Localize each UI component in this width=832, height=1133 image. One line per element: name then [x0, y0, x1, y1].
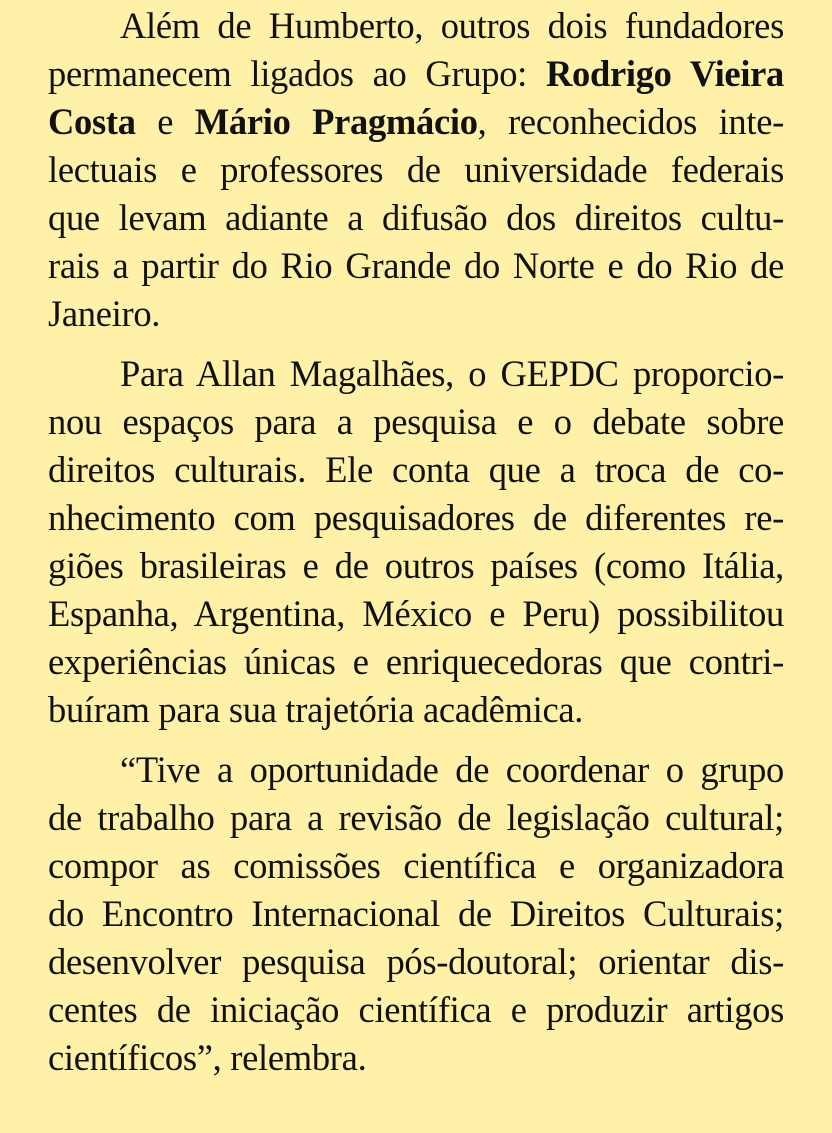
text-span: permanecem ligados ao Grupo:: [48, 53, 546, 94]
text-line: do Encontro Internacional de Direitos Culturais;: [48, 893, 784, 934]
text-line: Janeiro.: [48, 293, 161, 334]
text-line: Além de Humberto, outros dois fundadores: [120, 5, 784, 46]
text-line: buíram para sua trajetória acadêmica.: [48, 689, 584, 730]
text-line: científicos”, relembra.: [48, 1037, 367, 1078]
text-line: nhecimento com pesquisadores de diferentes re-: [48, 497, 784, 538]
paragraph-allan-magalhaes: [48, 350, 784, 734]
text-line: experiências únicas e enriquecedoras que contri-: [48, 641, 784, 682]
name-rodrigo: Rodrigo Vieira: [545, 53, 785, 94]
name-mario-pragmacio: Mário Pragmácio: [194, 101, 478, 142]
text-line: lectuais e professores de universidade federais: [48, 149, 784, 190]
text-line: nou espaços para a pesquisa e o debate sobre: [48, 401, 784, 442]
text-span: e: [135, 101, 195, 142]
text-line: centes de iniciação científica e produzir artigos: [48, 989, 784, 1030]
paragraph-quote: [48, 746, 784, 1082]
text-line: desenvolver pesquisa pós-doutoral; orientar dis-: [48, 941, 784, 982]
text-line: que levam adiante a difusão dos direitos cultu-: [48, 197, 784, 238]
text-line: direitos culturais. Ele conta que a troca de co-: [48, 449, 784, 490]
text-line: rais a partir do Rio Grande do Norte e do Rio de: [48, 245, 784, 286]
text-line: compor as comissões científica e organizadora: [48, 845, 784, 886]
text-line: “Tive a oportunidade de coordenar o grupo: [120, 749, 784, 790]
text-span: , reconhecidos inte-: [477, 101, 784, 142]
text-line: Espanha, Argentina, México e Peru) possibilitou: [48, 593, 784, 634]
text-line: Para Allan Magalhães, o GEPDC proporcio-: [120, 353, 784, 394]
text-line: de trabalho para a revisão de legislação cultural;: [48, 797, 784, 838]
text-line: giões brasileiras e de outros países (como Itália,: [48, 545, 784, 586]
text-line: [48, 98, 784, 146]
name-costa: Costa: [48, 101, 136, 142]
text-line: [48, 50, 784, 98]
paragraph-founders: [48, 2, 784, 338]
